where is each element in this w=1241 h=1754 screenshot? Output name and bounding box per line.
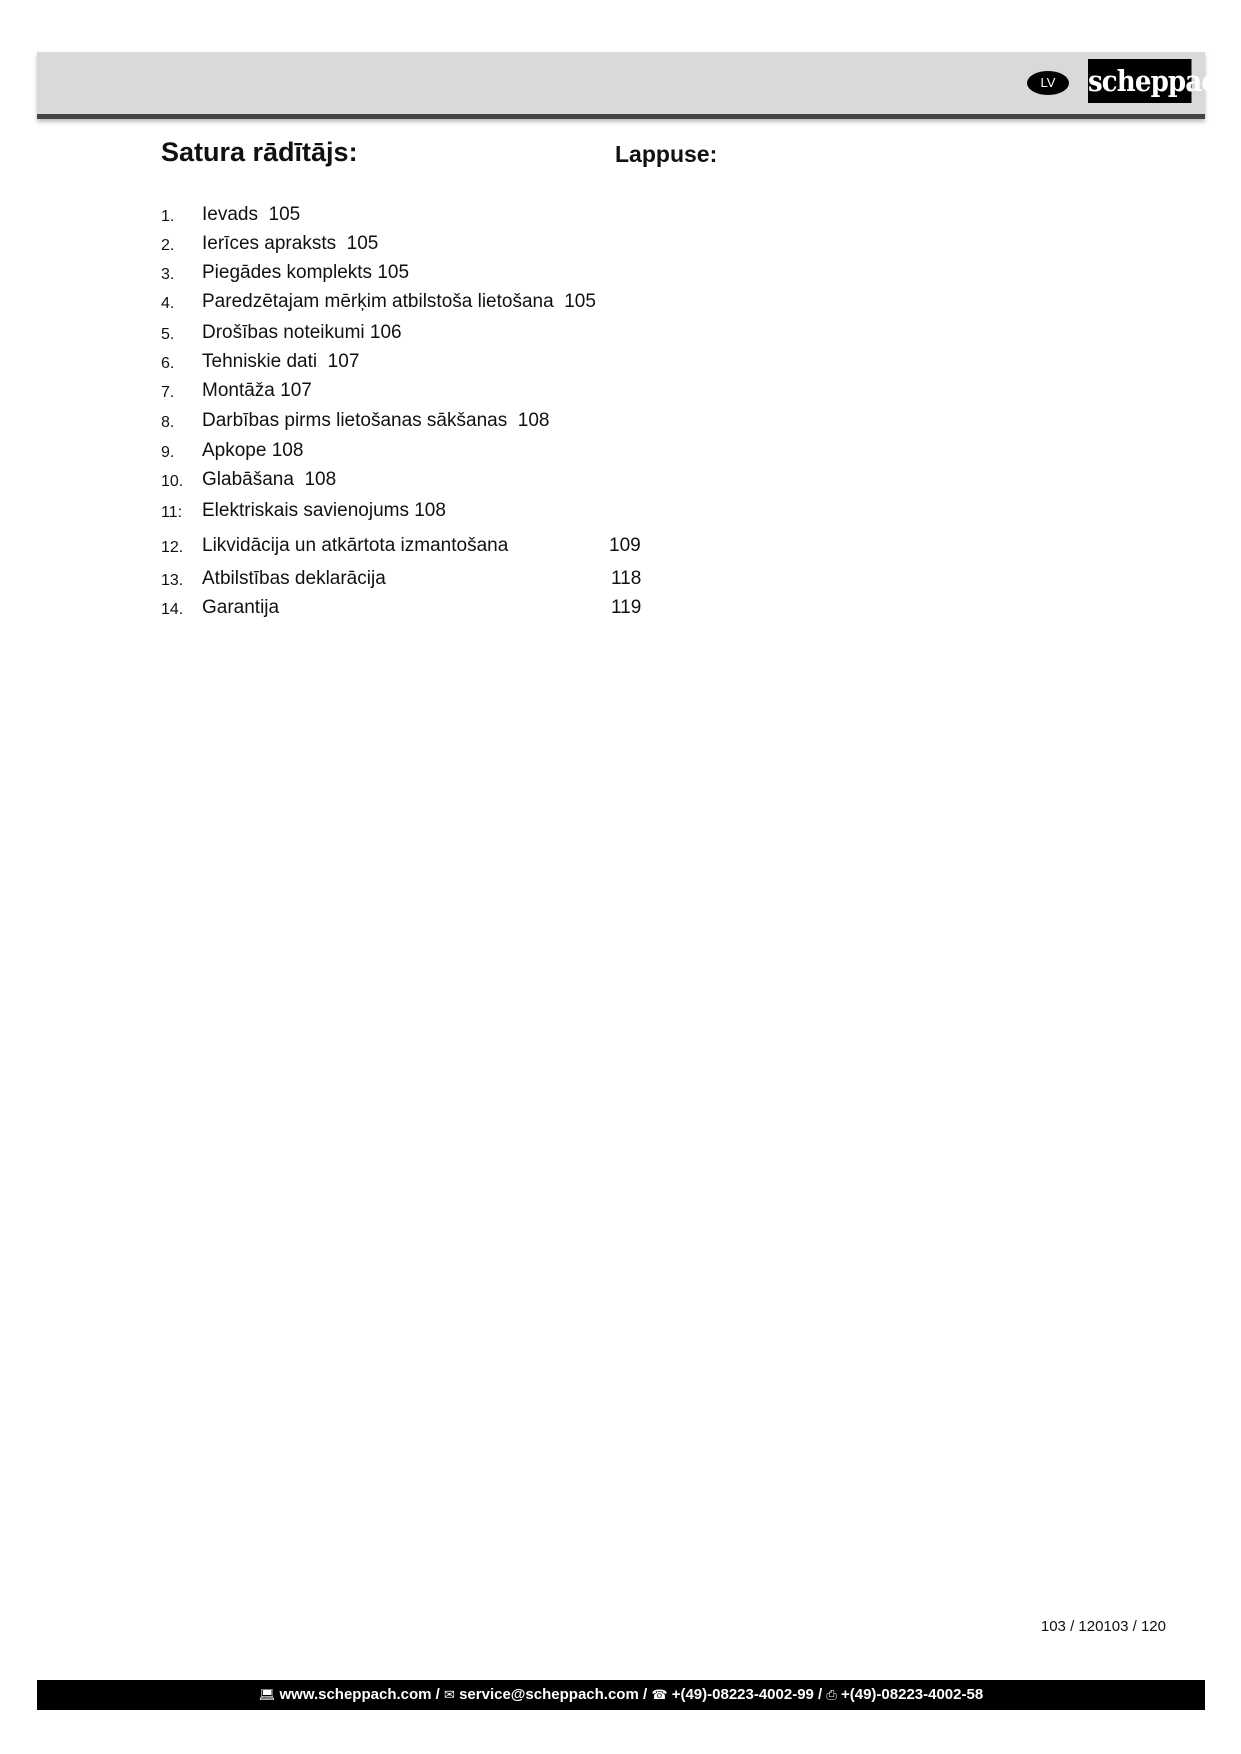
toc-entry-page: 119 bbox=[611, 597, 642, 618]
footer-fax: +(49)-08223-4002-58 bbox=[840, 1686, 984, 1703]
toc-entry bbox=[0, 380, 1241, 410]
footer-separator: / bbox=[813, 1686, 827, 1703]
toc-entry bbox=[0, 233, 1241, 263]
toc-entry-number: 6. bbox=[161, 355, 175, 372]
toc-entry-number: 5. bbox=[161, 326, 175, 343]
toc-entry-text: Glabāšana 108 bbox=[202, 469, 337, 490]
toc-entry bbox=[0, 291, 1241, 321]
toc-entry bbox=[0, 500, 1241, 530]
footer-email: service@scheppach.com bbox=[459, 1686, 639, 1703]
toc-entry bbox=[0, 262, 1241, 292]
toc-entry-text: Paredzētajam mērķim atbilstoša lietošana 105 bbox=[202, 291, 596, 312]
toc-entry-number: 8. bbox=[161, 414, 175, 431]
toc-entry bbox=[0, 410, 1241, 440]
toc-entry bbox=[0, 351, 1241, 381]
toc-entry-number: 10. bbox=[161, 473, 184, 490]
toc-title: Satura rādītājs: bbox=[161, 137, 358, 167]
toc-entry-text: Garantija bbox=[202, 597, 280, 618]
toc-entry bbox=[0, 469, 1241, 499]
toc-entry-text: Darbības pirms lietošanas sākšanas 108 bbox=[202, 410, 550, 431]
toc-entry bbox=[0, 597, 1241, 627]
toc-entry-number: 11: bbox=[161, 504, 183, 521]
page-column-title: Lappuse: bbox=[615, 141, 718, 167]
language-badge: LV bbox=[1027, 71, 1069, 95]
toc-entry-number: 2. bbox=[161, 237, 175, 254]
toc-entry-text: Drošības noteikumi 106 bbox=[202, 322, 402, 343]
toc-entry-number: 7. bbox=[161, 384, 175, 401]
toc-entry-text: Montāža 107 bbox=[202, 380, 312, 401]
toc-entry-page: 118 bbox=[611, 568, 642, 589]
toc-entry-number: 13. bbox=[161, 572, 184, 589]
footer-bar bbox=[37, 1680, 1205, 1710]
toc-entry-text: Ierīces apraksts 105 bbox=[202, 233, 379, 254]
toc-entry bbox=[0, 204, 1241, 234]
fax-icon: ⎙ bbox=[826, 1687, 837, 1702]
footer-phone: +(49)-08223-4002-99 bbox=[671, 1686, 814, 1703]
toc-entry-text: Tehniskie dati 107 bbox=[202, 351, 360, 372]
toc-entry-number: 14. bbox=[161, 601, 184, 618]
toc-entry-text: Apkope 108 bbox=[202, 440, 304, 461]
toc-entry-number: 12. bbox=[161, 539, 184, 556]
scheppach-logo: scheppach bbox=[1088, 59, 1192, 103]
toc-entry bbox=[0, 440, 1241, 470]
phone-icon: ☎ bbox=[651, 1687, 668, 1702]
toc-entry-number: 1. bbox=[161, 208, 175, 225]
footer-separator: / bbox=[638, 1686, 652, 1703]
toc-entry bbox=[0, 322, 1241, 352]
toc-entry-page: 109 bbox=[609, 535, 641, 556]
footer-website: www.scheppach.com bbox=[279, 1686, 432, 1703]
toc-entry-number: 3. bbox=[161, 266, 175, 283]
computer-icon: 💻︎ bbox=[258, 1687, 276, 1702]
toc-entry-number: 9. bbox=[161, 444, 175, 461]
footer-separator: / bbox=[431, 1686, 445, 1703]
toc-entry-text: Piegādes komplekts 105 bbox=[202, 262, 410, 283]
toc-entry-text: Likvidācija un atkārtota izmantošana bbox=[202, 535, 509, 556]
toc-entry bbox=[0, 568, 1241, 598]
toc-entry-text: Elektriskais savienojums 108 bbox=[202, 500, 446, 521]
toc-entry-text: Atbilstības deklarācija bbox=[202, 568, 386, 589]
mail-icon: ✉︎ bbox=[444, 1687, 455, 1702]
toc-entry-number: 4. bbox=[161, 295, 175, 312]
page-number: 103 / 120103 / 120 bbox=[1040, 1618, 1166, 1635]
toc-entry bbox=[0, 535, 1241, 565]
toc-entry-text: Ievads 105 bbox=[202, 204, 301, 225]
